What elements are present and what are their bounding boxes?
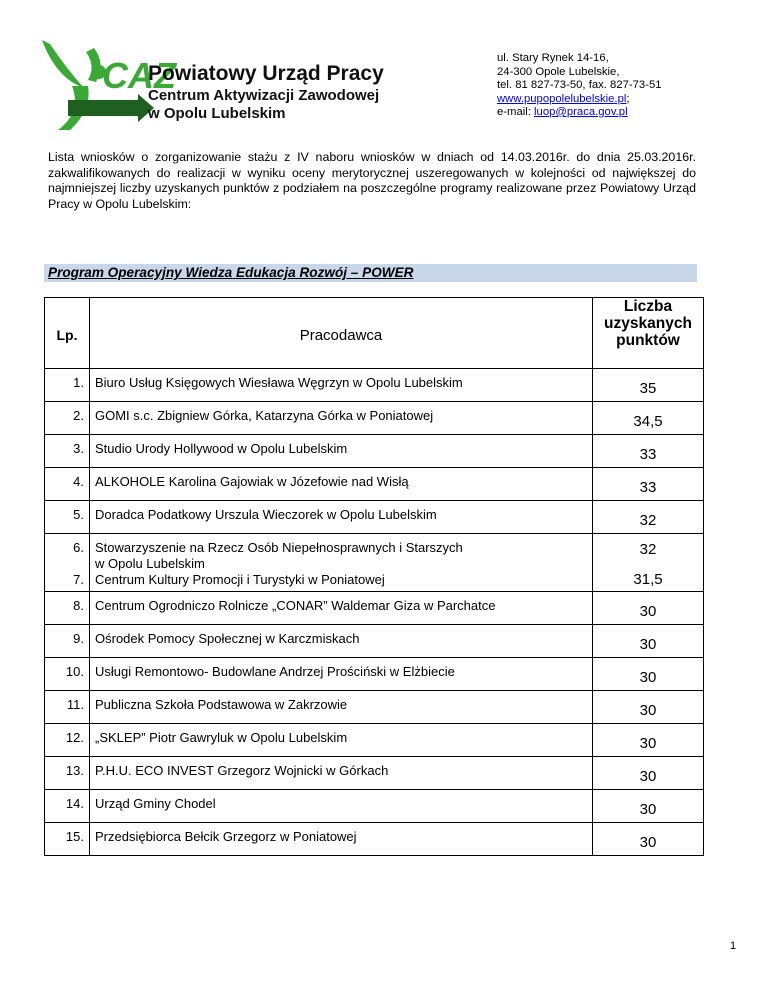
header-lp: Lp.: [45, 298, 90, 369]
row-points: 30: [593, 625, 704, 658]
pup-logo: [36, 38, 416, 134]
row-points: 33: [593, 435, 704, 468]
row-number: 5.: [45, 501, 90, 534]
employers-table: [44, 297, 704, 856]
address-street: ul. Stary Rynek 14-16,: [497, 52, 609, 64]
table-row: [45, 402, 704, 435]
row-employer-merged: [90, 534, 593, 592]
row-number: 13.: [45, 757, 90, 790]
row-points: 30: [593, 757, 704, 790]
row-number: 2.: [45, 402, 90, 435]
website-link[interactable]: www.pupopolelubelskie.pl: [497, 92, 627, 105]
header-employer: Pracodawca: [90, 298, 593, 369]
row-employer: Doradca Podatkowy Urszula Wieczorek w Opolu Lubelskim: [90, 501, 593, 534]
row-number: 9.: [45, 625, 90, 658]
table-row: [45, 658, 704, 691]
row-employer-cont: w Opolu Lubelskim: [95, 556, 205, 571]
table-row: [45, 691, 704, 724]
table-row: [45, 501, 704, 534]
logo-initials: CAZ: [102, 55, 176, 96]
page-number: 1: [730, 940, 737, 952]
row-points-merged: [593, 534, 704, 592]
row-employer: „SKLEP” Piotr Gawryluk w Opolu Lubelskim: [90, 724, 593, 757]
email-label: e-mail:: [497, 106, 535, 118]
row-number: 12.: [45, 724, 90, 757]
row-points: 32: [593, 501, 704, 534]
row-employer: Centrum Ogrodniczo Rolnicze „CONAR” Waldemar Giza w Parchatce: [90, 592, 593, 625]
email-link[interactable]: luop@praca.gov.pl: [534, 106, 628, 118]
table-row: [45, 823, 704, 856]
header-points: Liczba uzyskanych punktów: [593, 298, 704, 369]
row-points: 30: [593, 592, 704, 625]
row-points: 35: [593, 369, 704, 402]
row-number-merged: [45, 534, 90, 592]
row-points: 33: [593, 468, 704, 501]
row-employer: GOMI s.c. Zbigniew Górka, Katarzyna Górka w Poniatowej: [90, 402, 593, 435]
row-number: 7.: [73, 572, 84, 587]
logo-line3: w Opolu Lubelskim: [148, 105, 286, 122]
row-number: 14.: [45, 790, 90, 823]
table-row: [45, 790, 704, 823]
row-employer: P.H.U. ECO INVEST Grzegorz Wojnicki w Górkach: [90, 757, 593, 790]
logo-line1: Powiatowy Urząd Pracy: [148, 62, 384, 85]
row-points: 32: [639, 541, 657, 558]
row-number: 15.: [45, 823, 90, 856]
table-row: [45, 724, 704, 757]
table-row: [45, 757, 704, 790]
row-employer: Centrum Kultury Promocji i Turystyki w Poniatowej: [95, 572, 385, 587]
row-points: 30: [593, 823, 704, 856]
address-email-line: [497, 106, 662, 120]
section-title: [44, 264, 697, 282]
row-employer: ALKOHOLE Karolina Gajowiak w Józefowie nad Wisłą: [90, 468, 593, 501]
row-employer: Publiczna Szkoła Podstawowa w Zakrzowie: [90, 691, 593, 724]
table-header-row: [45, 298, 704, 369]
row-points: 30: [593, 724, 704, 757]
row-number: 1.: [45, 369, 90, 402]
section-title-text: Program Operacyjny Wiedza Edukacja Rozwój – POWER: [48, 265, 414, 280]
row-number: 6.: [73, 540, 84, 555]
table-row: [45, 592, 704, 625]
row-number: 8.: [45, 592, 90, 625]
row-employer: Przedsiębiorca Bełcik Grzegorz w Poniatowej: [90, 823, 593, 856]
row-employer: Stowarzyszenie na Rzecz Osób Niepełnosprawnych i Starszych: [95, 540, 463, 555]
address-phone: tel. 81 827-73-50, fax. 827-73-51: [497, 79, 662, 91]
row-employer: Biuro Usług Księgowych Wiesława Węgrzyn w Opolu Lubelskim: [90, 369, 593, 402]
table-row: [45, 369, 704, 402]
row-points: 30: [593, 691, 704, 724]
row-points: 30: [593, 790, 704, 823]
website-suffix: ;: [626, 92, 630, 105]
table-row: [45, 468, 704, 501]
table-row: [45, 625, 704, 658]
intro-paragraph: Lista wniosków o zorganizowanie stażu z IV naboru wniosków w dniach od 14.03.2016r. do dnia 25.03.2016r. zakwalifikowanych do realizacji w wyniku oceny merytorycznej uszeregowanych w kolejności od największej do najmniejszej liczby uzyskanych punktów z podziałem na poszczególne programy realizowane przez Powiatowy Urząd Pracy w Opolu Lubelskim:: [48, 150, 696, 211]
row-number: 4.: [45, 468, 90, 501]
row-number: 10.: [45, 658, 90, 691]
row-employer: Studio Urody Hollywood w Opolu Lubelskim: [90, 435, 593, 468]
address-city: 24-300 Opole Lubelskie,: [497, 65, 620, 78]
logo-figure-arm: [42, 40, 84, 88]
row-points: 31,5: [633, 571, 663, 588]
row-number: 11.: [45, 691, 90, 724]
row-points: 30: [593, 658, 704, 691]
logo-line2: Centrum Aktywizacji Zawodowej: [148, 87, 380, 104]
row-employer: Ośrodek Pomocy Społecznej w Karczmiskach: [90, 625, 593, 658]
row-points: 34,5: [593, 402, 704, 435]
address-web-line: [497, 93, 662, 107]
row-employer: Urząd Gminy Chodel: [90, 790, 593, 823]
address-block: [497, 52, 662, 120]
table-row-merged: [45, 534, 704, 592]
table-row: [45, 435, 704, 468]
row-employer: Usługi Remontowo- Budowlane Andrzej Prościński w Elżbiecie: [90, 658, 593, 691]
row-number: 3.: [45, 435, 90, 468]
